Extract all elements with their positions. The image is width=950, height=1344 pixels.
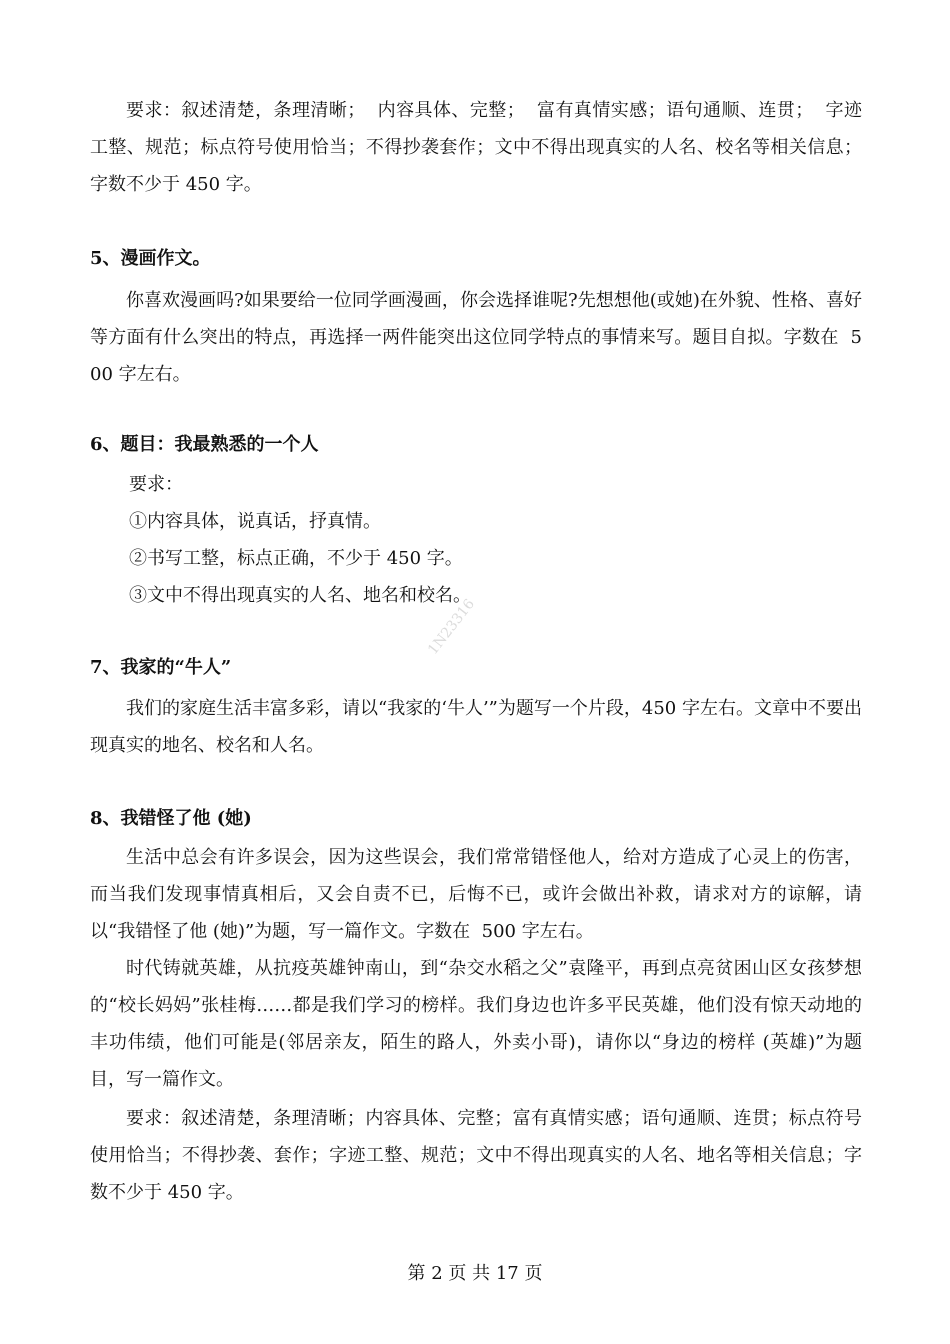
topic-6-req-item-1: ①内容具体，说真话，抒真情。 xyxy=(129,511,381,532)
topic-8-body-2: 时代铸就英雄，从抗疫英雄钟南山，到“杂交水稻之父”袁隆平，再到点亮贫困山区女孩梦想的“校长妈妈”张桂梅……都是我们学习的榜样。我们身边也许多平民英雄，他们没有惊天动地的丰功伟绩，他们可能是(邻居亲友，陌生的路人，外卖小哥)，请你以“身边的榜样 (英雄)”为题目，写一篇作文。 xyxy=(90,958,862,1090)
watermark: 1N23316 xyxy=(425,596,479,658)
page-number-footer: 第 2 页 共 17 页 xyxy=(407,1263,543,1284)
intro-requirements: 要求：叙述清楚，条理清晰； 内容具体、完整； 富有真情实感；语句通顺、连贯； 字迹工整、规范；标点符号使用恰当；不得抄袭套作；文中不得出现真实的人名、校名等相关信息；字数不少于 450 字。 xyxy=(90,100,862,195)
topic-6-req-item-3: ③文中不得出现真实的人名、地名和校名。 xyxy=(129,585,471,606)
topic-7-heading: 7、我家的“牛人” xyxy=(90,657,232,678)
topic-7-body: 我们的家庭生活丰富多彩，请以“我家的‘牛人’”为题写一个片段，450 字左右。文章中不要出现真实的地名、校名和人名。 xyxy=(90,698,862,756)
topic-8-heading: 8、我错怪了他 (她) xyxy=(90,808,252,829)
topic-6-heading: 6、题目：我最熟悉的一个人 xyxy=(90,434,319,455)
topic-8-body: 生活中总会有许多误会，因为这些误会，我们常常错怪他人，给对方造成了心灵上的伤害，而当我们发现事情真相后，又会自责不已，后悔不已，或许会做出补救，请求对方的谅解，请以“我错怪了他 (她)”为题，写一篇作文。字数在 500 字左右。 xyxy=(90,847,862,942)
topic-8-body-3: 要求：叙述清楚，条理清晰；内容具体、完整；富有真情实感；语句通顺、连贯；标点符号使用恰当；不得抄袭、套作；字迹工整、规范；文中不得出现真实的人名、地名等相关信息；字数不少于 450 字。 xyxy=(90,1108,862,1203)
topic-5-body: 你喜欢漫画吗?如果要给一位同学画漫画，你会选择谁呢?先想想他(或她)在外貌、性格、喜好等方面有什么突出的特点，再选择一两件能突出这位同学特点的事情来写。题目自拟。字数在 500 字左右。 xyxy=(90,290,862,385)
topic-6-req-item-2: ②书写工整，标点正确，不少于 450 字。 xyxy=(129,548,463,569)
topic-6-req-label: 要求： xyxy=(129,474,183,495)
topic-5-heading: 5、漫画作文。 xyxy=(90,248,211,269)
